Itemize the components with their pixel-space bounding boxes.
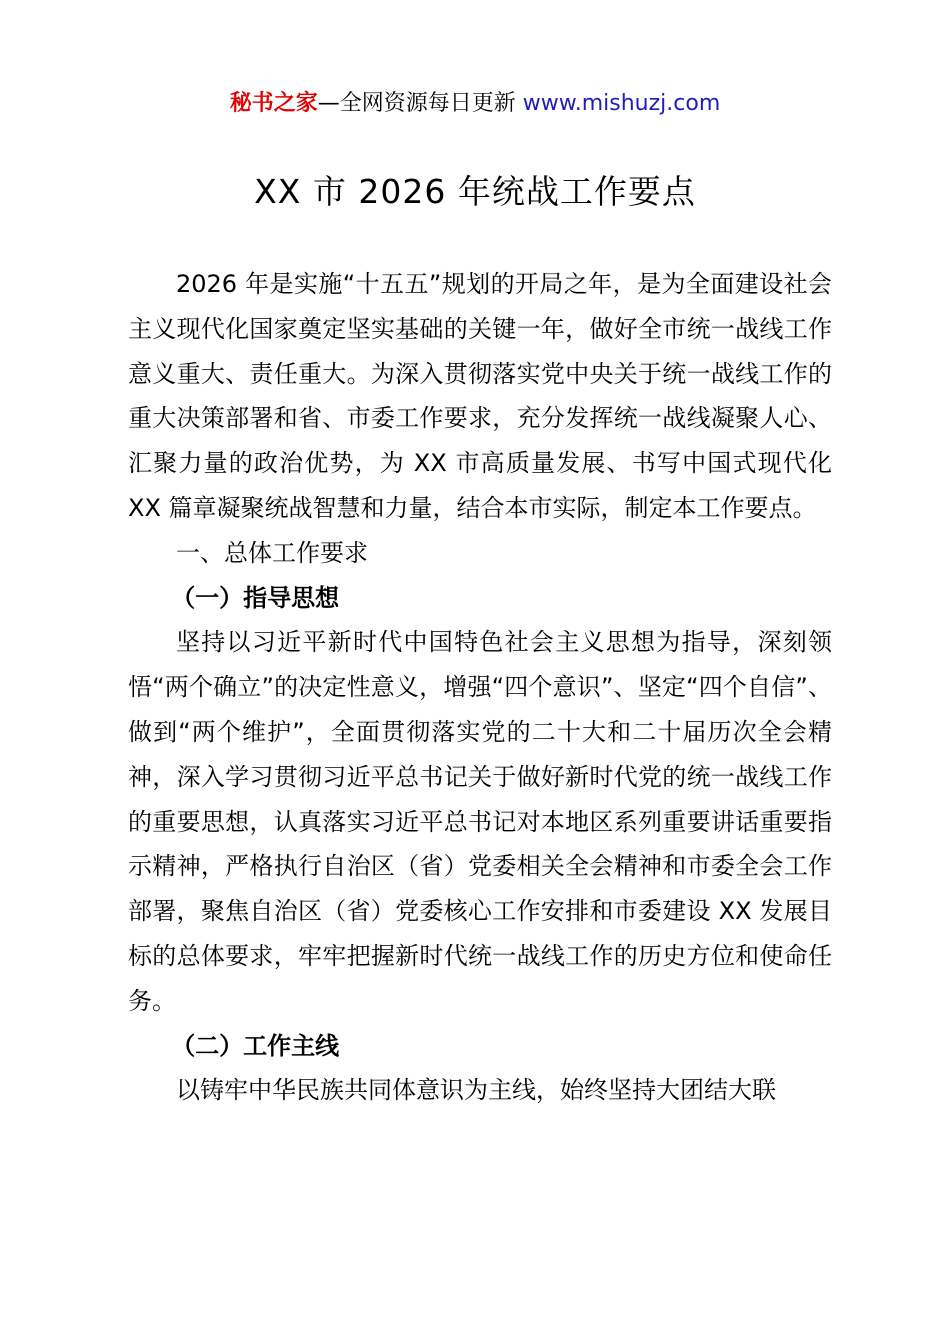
guiding-ideology-paragraph: 坚持以习近平新时代中国特色社会主义思想为指导，深刻领悟“两个确立”的决定性意义，增强“四个意识”、坚定“四个自信”、做到“两个维护”，全面贯彻落实党的二十大和二十届历次全会精神，深入学习贯彻习近平总书记关于做好新时代党的统一战线工作的重要思想，认真落实习近平总书记对本地区系列重要讲话重要指示精神，严格执行自治区（省）党委相关全会精神和市委全会工作部署，聚焦自治区（省）党委核心工作安排和市委建设 XX 发展目标的总体要求，牢牢把握新时代统一战线工作的历史方位和使命任务。 [128,628,832,1015]
subsection-heading-work-mainline: （二）工作主线 [171,1031,340,1060]
document-title: XX 市 2026 年统战工作要点 [254,172,696,211]
site-url-link[interactable]: www.mishuzj.com [522,91,721,116]
subsection-heading-guiding-ideology: （一）指导思想 [171,583,340,612]
work-mainline-paragraph: 以铸牢中华民族共同体意识为主线，始终坚持大团结大联 [176,1076,776,1105]
intro-paragraph: 2026 年是实施“十五五”规划的开局之年，是为全面建设社会主义现代化国家奠定坚实基础的关键一年，做好全市统一战线工作意义重大、责任重大。为深入贯彻落实党中央关于统一战线工作的重大决策部署和省、市委工作要求，充分发挥统一战线凝聚人心、汇聚力量的政治优势，为 XX 市高质量发展、书写中国式现代化 XX 篇章凝聚统战智慧和力量，结合本市实际，制定本工作要点。 [128,270,832,522]
site-header [0,88,950,120]
document-body [128,262,832,1113]
header-tagline: —全网资源每日更新 [317,91,523,116]
brand-name: 秘书之家 [229,91,318,116]
section-heading-overall-requirements: 一、总体工作要求 [176,538,368,567]
